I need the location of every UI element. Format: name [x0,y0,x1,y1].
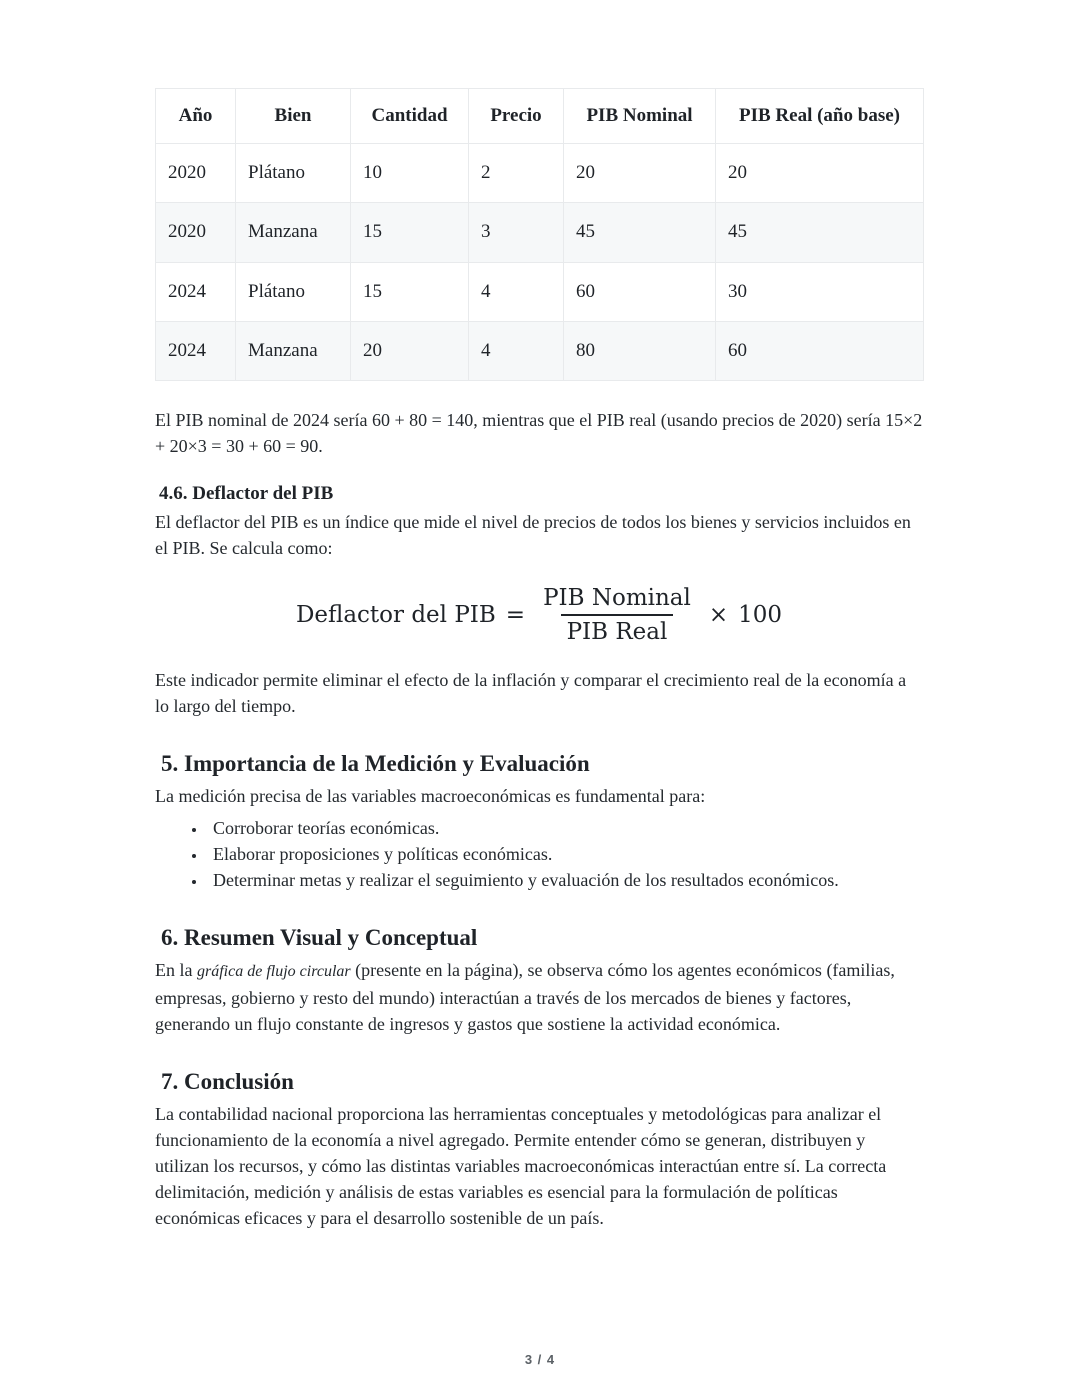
table-header [156,89,924,144]
formula-equals-sign: = [505,602,526,629]
formula-multiplication-sign: × [708,602,729,629]
cell-price: 2 [469,144,564,203]
page-content [155,88,923,1231]
resumen-italic-term: gráfica de flujo circular [197,963,351,981]
formula-factor: 100 [738,602,783,629]
cell-year: 2020 [156,144,236,203]
cell-quantity: 10 [351,144,469,203]
column-header-nominal: PIB Nominal [564,89,716,144]
resumen-text-before-italic: En la [155,960,197,981]
heading-deflactor-del-pib: 4.6. Deflactor del PIB [159,483,334,505]
cell-price: 4 [469,321,564,380]
list-item: • Corroborar teorías económicas. [207,815,923,841]
cell-nominal: 60 [564,262,716,321]
column-header-good: Bien [236,89,351,144]
deflactor-intro-paragraph: El deflactor del PIB es un índice que mide el nivel de precios de todos los bienes y servicios incluidos en el PIB. Se calcula como: [155,512,911,559]
cell-price: 4 [469,262,564,321]
table-explainer-paragraph: El PIB nominal de 2024 sería 60 + 80 = 140, mientras que el PIB real (usando precios de 2020) sería 15×2 + 20×3 = 30 + 60 = 90. [155,410,923,457]
table-body [156,144,924,381]
table-row [156,262,924,321]
cell-real: 45 [716,203,924,262]
cell-year: 2024 [156,262,236,321]
formula-fraction [537,585,697,645]
column-header-quantity: Cantidad [351,89,469,144]
cell-nominal: 45 [564,203,716,262]
deflactor-formula [155,585,923,645]
cell-real: 30 [716,262,924,321]
page-number-footer: 3 / 4 [524,1352,556,1367]
heading-importancia-medicion: 5. Importancia de la Medición y Evaluación [161,751,590,777]
table-row [156,321,924,380]
list-item: • Determinar metas y realizar el seguimiento y evaluación de los resultados económicos. [207,867,923,893]
resumen-paragraph [155,957,923,1037]
conclusion-paragraph: La contabilidad nacional proporciona las herramientas conceptuales y metodológicas para analizar el funcionamiento de la economía a nivel agregado. Permite entender cómo se generan, distribuyen y utilizan los recursos, y cómo las distintas variables macroeconómicas interactúan entre sí. La correcta delimitación, medición y análisis de estas variables es esencial para la formulación de políticas económicas eficaces y para el desarrollo sostenible de un país. [155,1104,887,1229]
deflactor-outro-paragraph: Este indicador permite eliminar el efecto de la inflación y comparar el crecimiento real de la economía a lo largo del tiempo. [155,670,907,717]
gdp-nominal-real-table [155,88,924,381]
cell-good: Manzana [236,321,351,380]
importancia-bullet-list [155,815,923,893]
cell-good: Plátano [236,144,351,203]
list-item: • Elaborar proposiciones y políticas económicas. [207,841,923,867]
table-row [156,144,924,203]
cell-year: 2024 [156,321,236,380]
cell-nominal: 80 [564,321,716,380]
cell-quantity: 15 [351,203,469,262]
cell-good: Plátano [236,262,351,321]
cell-good: Manzana [236,203,351,262]
cell-real: 20 [716,144,924,203]
column-header-year: Año [156,89,236,144]
table-header-row [156,89,924,144]
column-header-price: Precio [469,89,564,144]
cell-year: 2020 [156,203,236,262]
formula-denominator: PIB Real [561,614,674,645]
heading-conclusion: 7. Conclusión [161,1069,294,1095]
cell-quantity: 15 [351,262,469,321]
column-header-real: PIB Real (año base) [716,89,924,144]
formula-numerator: PIB Nominal [543,585,691,612]
cell-nominal: 20 [564,144,716,203]
importancia-intro-paragraph: La medición precisa de las variables macroeconómicas es fundamental para: [155,786,706,807]
formula-left-term: Deflactor del PIB [295,602,496,629]
cell-real: 60 [716,321,924,380]
cell-quantity: 20 [351,321,469,380]
heading-resumen-visual: 6. Resumen Visual y Conceptual [161,925,478,951]
resumen-text-after-italic: (presente en la página), se observa cómo los agentes económicos (familias, empresas, gobierno y resto del mundo) interactúan a través de los mercados de bienes y factores, generando un flujo constante de ingresos y gastos que sostiene la actividad económica. [155,960,895,1035]
cell-price: 3 [469,203,564,262]
table-row [156,203,924,262]
